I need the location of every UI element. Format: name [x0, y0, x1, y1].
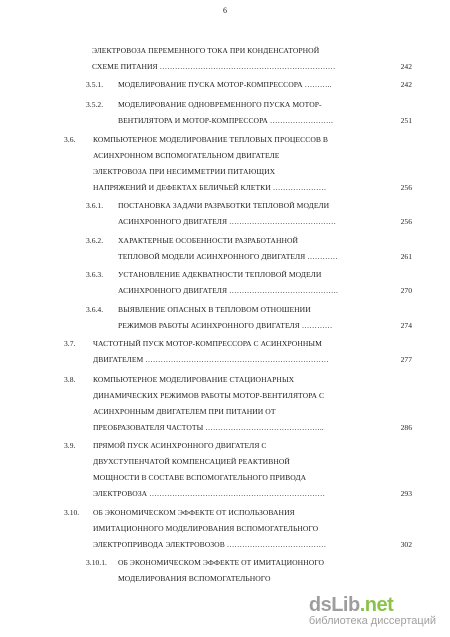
watermark [309, 594, 436, 627]
toc-entry-number: 3.6. [64, 135, 76, 144]
toc-entry-title-line: АСИНХРОННОГО ДВИГАТЕЛЯ …………………………………… [118, 217, 337, 226]
toc-entry-title-line: ДВУХСТУПЕНЧАТОЙ КОМПЕНСАЦИЕЙ РЕАКТИВНОЙ [93, 457, 290, 466]
toc-entry-title-line: ОБ ЭКОНОМИЧЕСКОМ ЭФФЕКТЕ ОТ ИСПОЛЬЗОВАНИЯ [93, 508, 295, 517]
toc-entry-title-line: НАПРЯЖЕНИЙ И ДЕФЕКТАХ БЕЛИЧЬЕЙ КЛЕТКИ ………………… [93, 183, 327, 192]
toc-entry-title-line: ЭЛЕКТРОПРИВОДА ЭЛЕКТРОВОЗОВ ………………………………… [93, 540, 327, 549]
toc-entry-title-line: УСТАНОВЛЕНИЕ АДЕКВАТНОСТИ ТЕПЛОВОЙ МОДЕЛИ [118, 270, 322, 279]
toc-entry-title-line: ДВИГАТЕЛЕМ ……………………………………………………………… [93, 355, 329, 364]
watermark-subtitle: библиотека диссертаций [308, 615, 436, 627]
toc-entry-number: 3.8. [64, 375, 76, 384]
watermark-logo[interactable] [309, 594, 436, 617]
toc-entry-title-line: ПРЯМОЙ ПУСК АСИНХРОННОГО ДВИГАТЕЛЯ С [93, 441, 267, 450]
toc-entry-title-line: РЕЖИМОВ РАБОТЫ АСИНХРОННОГО ДВИГАТЕЛЯ ………… [118, 321, 333, 330]
toc-entry-number: 3.9. [64, 441, 76, 450]
toc-entry-page: 261 [400, 252, 412, 261]
toc-entry-title-line: МОЩНОСТИ В СОСТАВЕ ВСПОМОГАТЕЛЬНОГО ПРИВОДА [93, 473, 307, 482]
toc-entry-title-line: ЧАСТОТНЫЙ ПУСК МОТОР-КОМПРЕССОРА С АСИНХРОННЫМ [93, 339, 322, 348]
toc-entry-title-line: ПРЕОБРАЗОВАТЕЛЯ ЧАСТОТЫ ……………………………………….. [93, 423, 324, 432]
toc-entry-number: 3.10.1. [86, 558, 107, 567]
toc-entry-title-line: ХАРАКТЕРНЫЕ ОСОБЕННОСТИ РАЗРАБОТАННОЙ [118, 236, 299, 245]
toc-entry-title-line: КОМПЬЮТЕРНОЕ МОДЕЛИРОВАНИЕ ТЕПЛОВЫХ ПРОЦЕССОВ В [93, 135, 329, 144]
toc-entry-title-line: ВЫЯВЛЕНИЕ ОПАСНЫХ В ТЕПЛОВОМ ОТНОШЕНИИ [118, 305, 311, 314]
toc-entry-number: 3.5.2. [86, 100, 104, 109]
watermark-logo-main: dsLib [308, 594, 360, 616]
watermark-logo-suffix: .net [359, 594, 394, 616]
toc-entry-page: 251 [400, 116, 412, 125]
toc-entry-page: 256 [400, 183, 412, 192]
toc-entry-number: 3.5.1. [86, 80, 104, 89]
toc-entry-page: 277 [400, 355, 412, 364]
toc-entry-title-line: ОБ ЭКОНОМИЧЕСКОМ ЭФФЕКТЕ ОТ ИМИТАЦИОННОГО [118, 558, 325, 567]
toc-entry-page: 302 [400, 540, 412, 549]
toc-entry-page: 274 [400, 321, 412, 330]
toc-entry-number: 3.7. [64, 339, 76, 348]
toc-entry-title-line: ВЕНТИЛЯТОРА И МОТОР-КОМПРЕССОРА ……………………. [118, 116, 333, 125]
toc-entry-title-line: ПОСТАНОВКА ЗАДАЧИ РАЗРАБОТКИ ТЕПЛОВОЙ МОДЕЛИ [118, 201, 330, 210]
toc-entry-title-line: ЭЛЕКТРОВОЗА ПЕРЕМЕННОГО ТОКА ПРИ КОНДЕНСАТОРНОЙ [92, 46, 320, 55]
toc-entry-title-line: МОДЕЛИРОВАНИЯ ВСПОМОГАТЕЛЬНОГО [118, 574, 271, 583]
toc-entry-title-line: АСИНХРОННЫМ ДВИГАТЕЛЕМ ПРИ ПИТАНИИ ОТ [93, 407, 276, 416]
toc-entry-title-line: КОМПЬЮТЕРНОЕ МОДЕЛИРОВАНИЕ СТАЦИОНАРНЫХ [93, 375, 295, 384]
toc-entry-title-line: ДИНАМИЧЕСКИХ РЕЖИМОВ РАБОТЫ МОТОР-ВЕНТИЛЯТОРА С [93, 391, 325, 400]
toc-entry-title-line: ЭЛЕКТРОВОЗА …………………………………………………………… [93, 489, 325, 498]
toc-entry-number: 3.6.2. [86, 236, 104, 245]
page-number: 6 [223, 6, 227, 15]
toc-entry-number: 3.10. [64, 508, 80, 517]
toc-entry-page: 293 [400, 489, 412, 498]
toc-entry-number: 3.6.3. [86, 270, 104, 279]
toc-entry-title-line: АСИНХРОННОМ ВСПОМОГАТЕЛЬНОМ ДВИГАТЕЛЕ [93, 151, 280, 160]
toc-entry-number: 3.6.1. [86, 201, 104, 210]
toc-entry-title-line: МОДЕЛИРОВАНИЕ ОДНОВРЕМЕННОГО ПУСКА МОТОР- [118, 100, 322, 109]
toc-entry-title-line: ТЕПЛОВОЙ МОДЕЛИ АСИНХРОННОГО ДВИГАТЕЛЯ ………… [118, 252, 338, 261]
toc-entry-title-line: МОДЕЛИРОВАНИЕ ПУСКА МОТОР-КОМПРЕССОРА ……….. [118, 80, 332, 89]
toc-entry-number: 3.6.4. [86, 305, 104, 314]
toc-entry-page: 270 [400, 286, 412, 295]
toc-entry-page: 286 [400, 423, 412, 432]
toc-entry-title-line: ИМИТАЦИОННОГО МОДЕЛИРОВАНИЯ ВСПОМОГАТЕЛЬНОГО [93, 524, 319, 533]
toc-entry-title-line: ЭЛЕКТРОВОЗА ПРИ НЕСИММЕТРИИ ПИТАЮЩИХ [93, 167, 276, 176]
toc-entry-page: 242 [400, 62, 412, 71]
toc-entry-title-line: СХЕМЕ ПИТАНИЯ …………………………………………………………… [92, 62, 336, 71]
toc-entry-page: 256 [400, 217, 412, 226]
toc-entry-page: 242 [400, 80, 412, 89]
toc-entry-title-line: АСИНХРОННОГО ДВИГАТЕЛЯ ……………………………………. [118, 286, 338, 295]
